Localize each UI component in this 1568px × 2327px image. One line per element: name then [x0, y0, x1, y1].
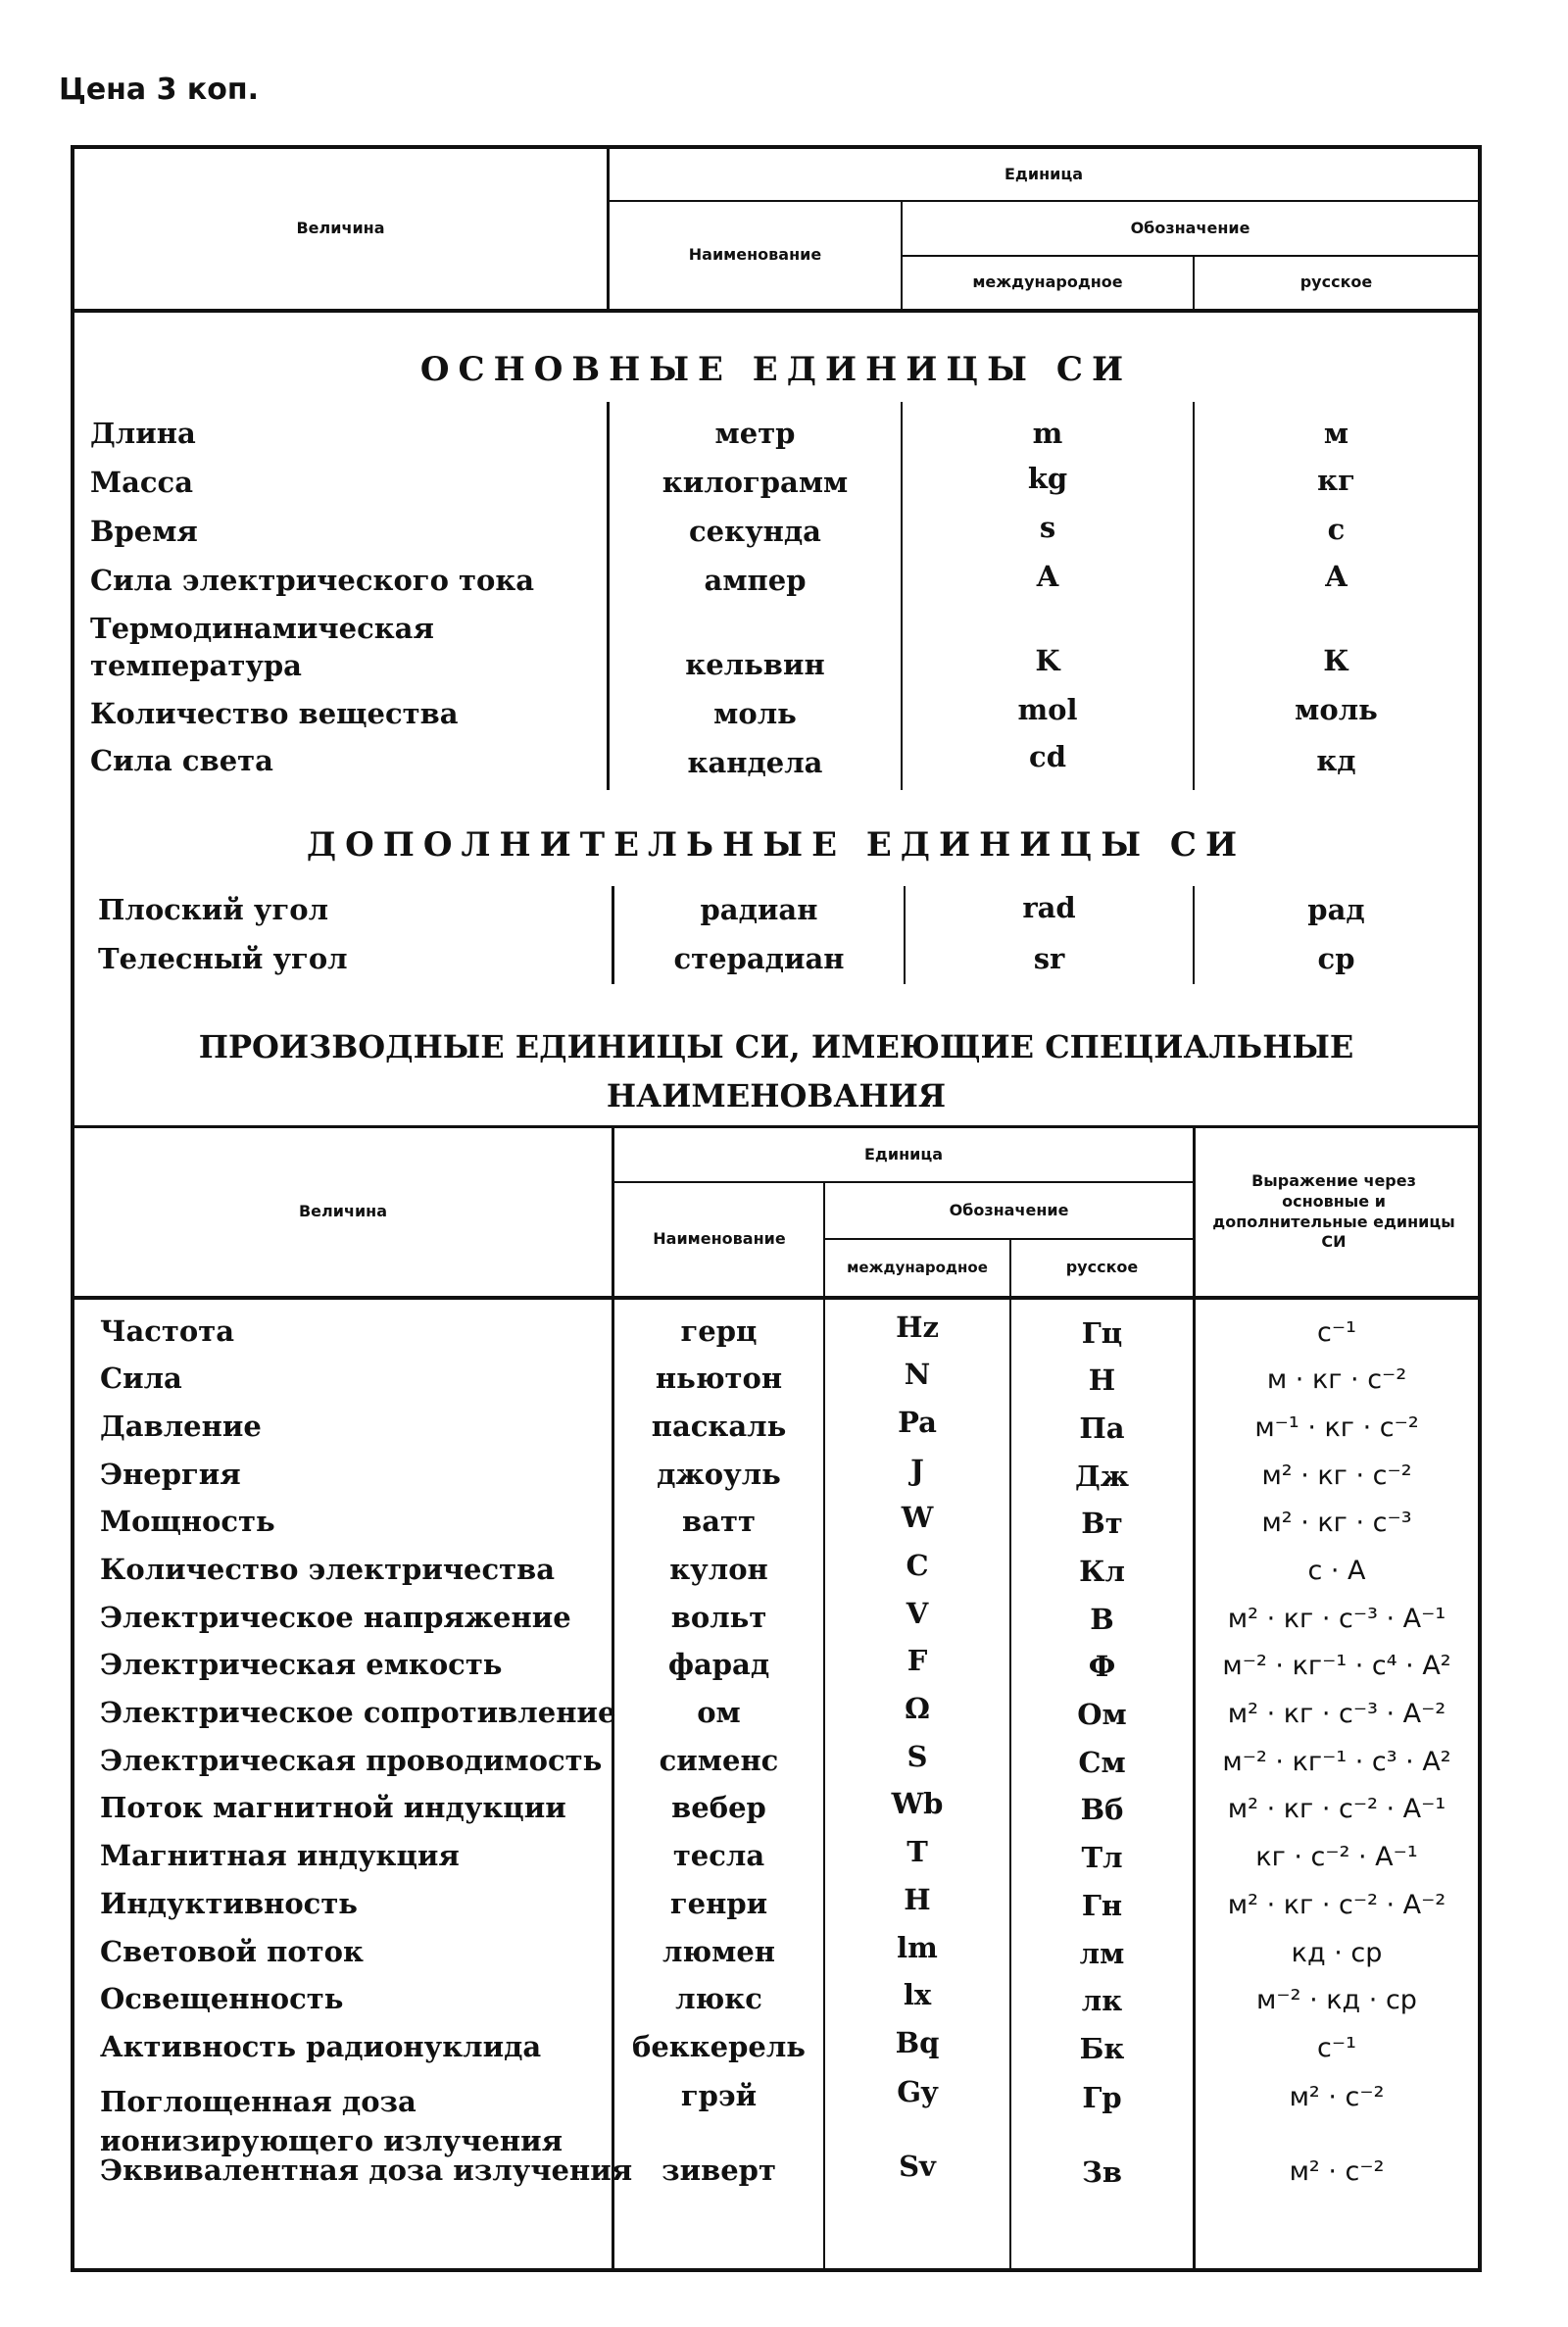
derived-row-intl: H: [904, 1883, 931, 1916]
derived-row-rus: Гр: [1082, 2081, 1122, 2114]
derived-row-name: тесла: [672, 1839, 765, 1872]
derived-row-rus: Дж: [1074, 1460, 1130, 1493]
derived-row-expression: м² · кг · с⁻² · А⁻¹: [1227, 1794, 1446, 1824]
si-units-table: [71, 145, 1482, 2272]
derived-row-expression: м² · кг · с⁻³ · А⁻¹: [1227, 1604, 1446, 1634]
base-row-intl: A: [1036, 560, 1059, 593]
derived-row-quantity: Электрическая емкость: [100, 1648, 503, 1681]
base-row-intl: m: [1032, 417, 1063, 450]
derived-row-rus: Бк: [1079, 2032, 1125, 2065]
derived-row-name: люмен: [662, 1935, 776, 1968]
derived-vline-1: [612, 1300, 614, 2268]
supp-row-quantity: Плоский угол: [98, 893, 329, 926]
supp-row-quantity: Телесный угол: [98, 942, 348, 975]
derived-row-expression: кг · с⁻² · А⁻¹: [1255, 1842, 1418, 1872]
derived-row-quantity: Поглощенная доза ионизирующего излучения: [100, 2085, 564, 2157]
base-row-quantity: Количество вещества: [90, 697, 459, 730]
base-vline-3: [1193, 402, 1195, 790]
derived-row-rus: Вт: [1081, 1507, 1123, 1540]
derived-vline-2: [823, 1300, 825, 2268]
derived-row-expression: с⁻¹: [1317, 1317, 1356, 1348]
header2-quantity: Величина: [298, 1202, 388, 1221]
base-row-quantity-text: Термодинамическая температура: [90, 612, 434, 682]
base-row-rus: с: [1327, 513, 1346, 546]
derived-row-quantity: Индуктивность: [100, 1887, 358, 1920]
derived-row-name: зиверт: [662, 2154, 776, 2187]
derived-row-expression: м⁻² · кг⁻¹ · с⁴ · А²: [1222, 1651, 1451, 1681]
base-row-quantity: Длина: [90, 417, 196, 450]
derived-row-rus: Па: [1079, 1411, 1125, 1445]
base-row-intl: mol: [1017, 693, 1078, 726]
header2-vline-4: [1193, 1128, 1196, 1296]
base-row-quantity: Масса: [90, 466, 193, 499]
derived-row-rus: Ом: [1077, 1698, 1127, 1731]
derived-row-quantity: Поток магнитной индукции: [100, 1791, 566, 1824]
base-row-rus: моль: [1295, 693, 1378, 726]
header2-bottom-rule: [74, 1296, 1478, 1300]
derived-row-name: грэй: [680, 2079, 758, 2112]
supp-row-name: стерадиан: [673, 942, 845, 975]
header1-unit: Единица: [1004, 164, 1083, 183]
derived-units-title-line2: НАИМЕНОВАНИЯ: [606, 1077, 947, 1114]
derived-row-quantity: Активность радионуклида: [100, 2030, 542, 2063]
derived-row-name: вебер: [671, 1791, 766, 1824]
derived-row-intl: lm: [897, 1931, 938, 1964]
base-row-name: килограмм: [662, 466, 849, 499]
base-row-quantity: Время: [90, 515, 198, 548]
derived-row-expression: м⁻² · кг⁻¹ · с³ · А²: [1222, 1747, 1451, 1777]
derived-row-quantity: Давление: [100, 1410, 262, 1443]
derived-row-expression: м⁻² · кд · ср: [1256, 1985, 1417, 2015]
derived-vline-4: [1193, 1300, 1196, 2268]
header2-designation: Обозначение: [949, 1200, 1069, 1219]
base-row-intl: kg: [1027, 462, 1068, 495]
derived-row-rus: Гн: [1081, 1889, 1123, 1922]
derived-row-intl: C: [906, 1549, 929, 1582]
base-row-name: моль: [713, 697, 797, 730]
derived-row-intl: T: [906, 1835, 928, 1868]
derived-row-expression: м⁻¹ · кг · с⁻²: [1254, 1412, 1419, 1443]
header1-international: международное: [972, 272, 1123, 292]
derived-row-name: сименс: [659, 1744, 779, 1777]
derived-row-quantity: Частота: [100, 1314, 234, 1348]
derived-row-expression: м² · кг · с⁻³: [1261, 1508, 1412, 1538]
header2-expression: Выражение через основные и дополнительные единицы СИ: [1212, 1170, 1455, 1252]
derived-vline-3: [1009, 1300, 1011, 2268]
derived-row-rus: лм: [1079, 1937, 1125, 1970]
header1-bottom-rule: [74, 309, 1478, 313]
derived-row-expression: с · А: [1307, 1556, 1366, 1586]
header2-russian: русское: [1065, 1258, 1139, 1277]
header2-name: Наименование: [653, 1229, 786, 1249]
derived-row-intl: J: [910, 1454, 924, 1487]
supp-row-rus: рад: [1307, 893, 1365, 926]
derived-row-quantity: Энергия: [100, 1458, 241, 1491]
derived-row-quantity: Электрическое напряжение: [100, 1601, 571, 1634]
derived-row-quantity: Световой поток: [100, 1935, 364, 1968]
supp-row-name: радиан: [700, 893, 818, 926]
derived-row-name: герц: [680, 1314, 758, 1348]
derived-row-intl: V: [906, 1597, 929, 1630]
derived-row-name: ватт: [682, 1505, 756, 1538]
derived-row-name: ньютон: [655, 1362, 783, 1395]
derived-row-quantity: Магнитная индукция: [100, 1839, 460, 1872]
base-row-intl: s: [1039, 511, 1056, 544]
derived-row-intl: Bq: [895, 2026, 940, 2059]
price-label: Цена 3 коп.: [59, 73, 260, 107]
derived-row-rus: В: [1090, 1603, 1114, 1636]
derived-row-quantity: Эквивалентная доза излучения: [100, 2154, 633, 2187]
base-row-name: кельвин: [685, 648, 825, 681]
derived-row-rus: Гц: [1081, 1316, 1123, 1350]
derived-row-name: фарад: [667, 1648, 770, 1681]
derived-row-expression: с⁻¹: [1317, 2033, 1356, 2063]
derived-row-intl: N: [904, 1358, 931, 1391]
derived-row-quantity: Электрическое сопротивление: [100, 1696, 616, 1729]
derived-row-name: беккерель: [632, 2030, 806, 2063]
header1-name: Наименование: [688, 245, 822, 265]
supp-row-intl: sr: [1033, 942, 1065, 975]
derived-row-expression: м² · кг · с⁻² · А⁻²: [1227, 1890, 1446, 1920]
derived-row-quantity: Сила: [100, 1362, 182, 1395]
base-row-quantity: Сила электрического тока: [90, 564, 535, 597]
derived-row-name: ом: [697, 1696, 741, 1729]
base-row-rus: кд: [1316, 744, 1356, 777]
derived-row-rus: лк: [1081, 1984, 1123, 2017]
derived-row-quantity: Освещенность: [100, 1982, 344, 2015]
derived-row-quantity: Мощность: [100, 1505, 275, 1538]
supp-row-rus: ср: [1317, 942, 1355, 975]
derived-row-rus: Ф: [1088, 1650, 1116, 1683]
derived-row-name: люкс: [675, 1982, 762, 2015]
derived-row-rus: Вб: [1080, 1793, 1124, 1826]
derived-row-rus: Тл: [1081, 1841, 1123, 1874]
derived-row-expression: м² · кг · с⁻³ · А⁻²: [1227, 1699, 1446, 1729]
base-row-rus: кг: [1317, 464, 1355, 497]
base-row-name: кандела: [687, 746, 823, 779]
base-row-name: секунда: [689, 515, 821, 548]
base-vline-1: [607, 402, 610, 790]
supp-row-intl: rad: [1022, 891, 1076, 924]
base-row-rus: А: [1324, 560, 1348, 593]
derived-row-intl: Sv: [899, 2150, 936, 2183]
base-row-intl: K: [1035, 644, 1060, 677]
derived-row-name: кулон: [669, 1553, 768, 1586]
derived-row-intl: Pa: [898, 1406, 937, 1439]
derived-row-rus: См: [1078, 1746, 1126, 1779]
derived-row-intl: Hz: [896, 1311, 939, 1344]
derived-row-rus: Зв: [1081, 2155, 1123, 2189]
header2-unit: Единица: [864, 1144, 943, 1164]
base-row-intl: cd: [1029, 740, 1066, 773]
derived-row-intl: lx: [903, 1978, 932, 2011]
derived-row-intl: Wb: [891, 1787, 944, 1820]
base-units-title: ОСНОВНЫЕ ЕДИНИЦЫ СИ: [419, 350, 1133, 389]
derived-row-expression: м² · с⁻²: [1289, 2082, 1385, 2112]
derived-row-expression: м² · с⁻²: [1289, 2156, 1385, 2187]
derived-row-name: вольт: [670, 1601, 767, 1634]
derived-row-intl: Ω: [905, 1692, 930, 1725]
derived-row-expression: м² · кг · с⁻²: [1261, 1461, 1412, 1491]
derived-row-name: генри: [669, 1887, 768, 1920]
derived-units-title-line1: ПРОИЗВОДНЫЕ ЕДИНИЦЫ СИ, ИМЕЮЩИЕ СПЕЦИАЛЬНЫЕ: [198, 1028, 1354, 1065]
derived-row-expression: кд · ср: [1291, 1938, 1383, 1968]
base-row-rus: К: [1323, 644, 1349, 677]
derived-row-rus: Н: [1088, 1363, 1116, 1397]
header1-designation: Обозначение: [1130, 218, 1250, 237]
base-row-quantity: [90, 610, 600, 684]
header1-russian: русское: [1299, 272, 1373, 292]
supplementary-units-title: ДОПОЛНИТЕЛЬНЫЕ ЕДИНИЦЫ СИ: [306, 825, 1247, 865]
derived-row-quantity: Количество электричества: [100, 1553, 556, 1586]
derived-row-intl: F: [906, 1644, 928, 1677]
header1-quantity: Величина: [296, 219, 385, 238]
derived-row-name: паскаль: [651, 1410, 787, 1443]
derived-row-name: джоуль: [657, 1458, 781, 1491]
derived-row-rus: Кл: [1079, 1555, 1125, 1588]
derived-row-expression: м · кг · с⁻²: [1266, 1364, 1407, 1395]
header2-international: международное: [847, 1258, 988, 1276]
base-row-quantity: Сила света: [90, 744, 273, 777]
base-row-rus: м: [1323, 417, 1349, 450]
base-vline-2: [901, 402, 903, 790]
derived-row-intl: S: [906, 1740, 928, 1773]
base-row-name: метр: [714, 417, 796, 450]
base-row-name: ампер: [704, 564, 807, 597]
derived-row-intl: W: [901, 1501, 934, 1534]
derived-row-quantity: Электрическая проводимость: [100, 1744, 603, 1777]
derived-row-intl: Gy: [897, 2075, 938, 2108]
